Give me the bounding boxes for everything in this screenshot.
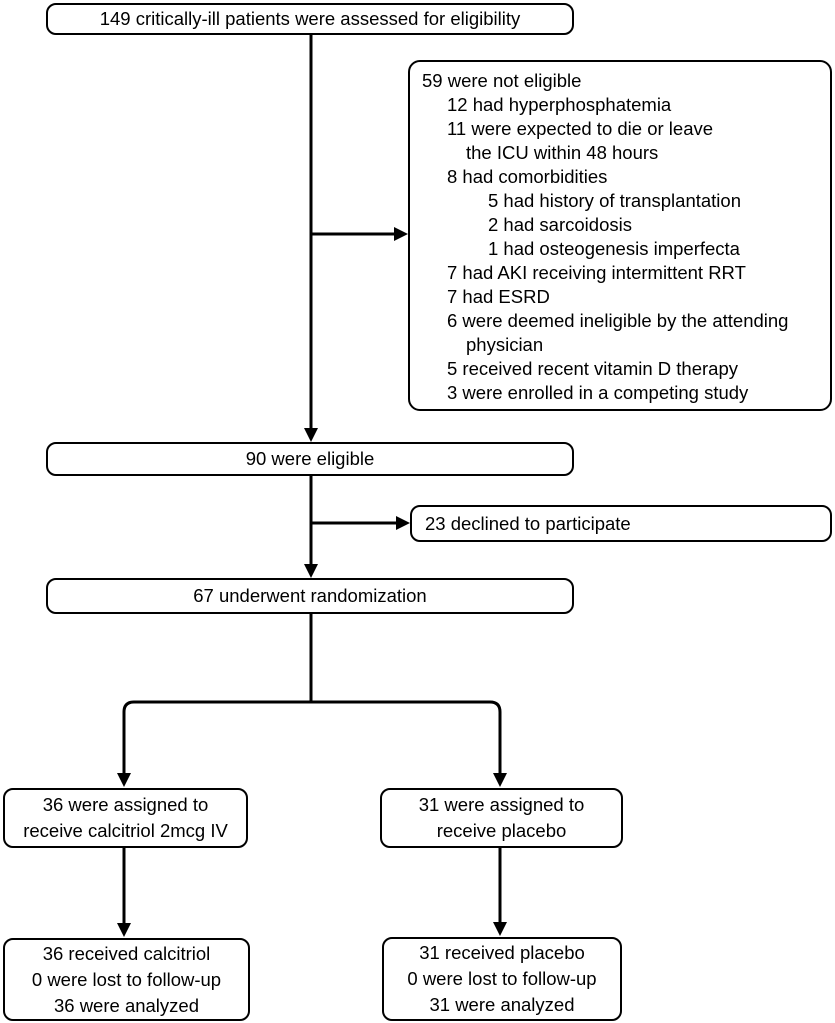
not-eligible-line: 3 were enrolled in a competing study bbox=[447, 382, 749, 403]
box-assessed bbox=[46, 3, 574, 35]
box-outcome-calcitriol bbox=[3, 938, 250, 1021]
assigned-calcitriol-line: receive calcitriol 2mcg IV bbox=[23, 820, 228, 841]
not-eligible-line: the ICU within 48 hours bbox=[466, 142, 659, 163]
box-assigned-placebo bbox=[380, 788, 623, 848]
outcome-placebo-line: 31 were analyzed bbox=[429, 994, 575, 1015]
outcome-calcitriol-line: 36 received calcitriol bbox=[42, 942, 211, 964]
outcome-calcitriol-line: 0 were lost to follow-up bbox=[31, 968, 222, 990]
not-eligible-line: physician bbox=[466, 334, 544, 355]
arrowhead-outcome-calcitriol bbox=[117, 923, 131, 937]
assigned-placebo-line: 31 were assigned to bbox=[418, 794, 585, 815]
arrowhead-eligible bbox=[304, 428, 318, 442]
outcome-placebo-line: 31 received placebo bbox=[419, 942, 585, 963]
arrowhead-randomized bbox=[304, 564, 318, 578]
assigned-placebo-line: receive placebo bbox=[436, 820, 567, 841]
declined-text: 23 declined to participate bbox=[425, 512, 631, 534]
connector-split-bar bbox=[124, 702, 500, 776]
not-eligible-line: 2 had sarcoidosis bbox=[488, 214, 632, 235]
box-assigned-calcitriol bbox=[3, 788, 248, 848]
box-declined bbox=[410, 505, 832, 542]
not-eligible-line: 59 were not eligible bbox=[422, 70, 582, 91]
eligible-text: 90 were eligible bbox=[245, 448, 375, 469]
box-not-eligible bbox=[408, 60, 832, 411]
not-eligible-line: 8 had comorbidities bbox=[447, 166, 608, 187]
arrowhead-outcome-placebo bbox=[493, 922, 507, 936]
not-eligible-line: 11 were expected to die or leave bbox=[447, 118, 714, 139]
arrowhead-assigned-calcitriol bbox=[117, 773, 131, 787]
not-eligible-line: 1 had osteogenesis imperfecta bbox=[488, 238, 740, 259]
not-eligible-line: 12 had hyperphosphatemia bbox=[447, 94, 672, 115]
box-randomized bbox=[46, 578, 574, 614]
assigned-calcitriol-line: 36 were assigned to bbox=[42, 794, 209, 815]
box-outcome-placebo bbox=[382, 937, 622, 1021]
outcome-placebo-line: 0 were lost to follow-up bbox=[407, 968, 597, 989]
outcome-calcitriol-line: 36 were analyzed bbox=[53, 994, 199, 1016]
not-eligible-line: 7 had AKI receiving intermittent RRT bbox=[447, 262, 746, 283]
not-eligible-line: 7 had ESRD bbox=[447, 286, 550, 307]
randomized-text: 67 underwent randomization bbox=[193, 585, 427, 606]
assessed-text: 149 critically-ill patients were assessed for eligibility bbox=[99, 8, 521, 29]
box-eligible bbox=[46, 442, 574, 476]
not-eligible-line: 6 were deemed ineligible by the attending bbox=[447, 310, 789, 331]
not-eligible-line: 5 had history of transplantation bbox=[488, 190, 741, 211]
arrowhead-assigned-placebo bbox=[493, 773, 507, 787]
arrowhead-not-eligible bbox=[394, 227, 408, 241]
not-eligible-line: 5 received recent vitamin D therapy bbox=[447, 358, 738, 379]
arrowhead-declined bbox=[396, 516, 410, 530]
